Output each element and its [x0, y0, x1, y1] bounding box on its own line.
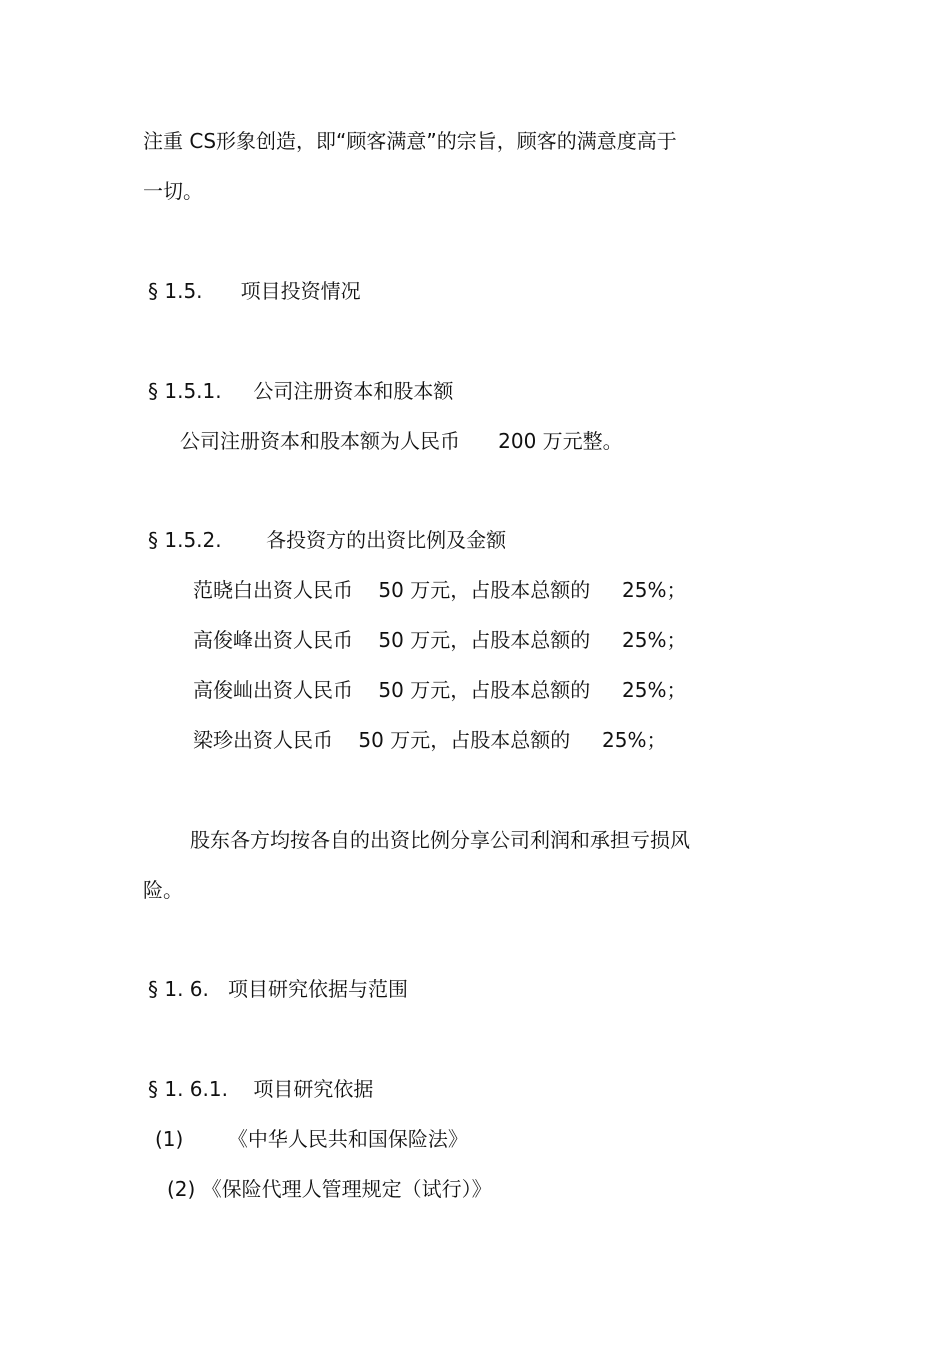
paragraph-cs-line-2: 一切。	[143, 179, 203, 203]
paragraph-registered-capital: 公司注册资本和股本额为人民币 200 万元整。	[180, 429, 623, 453]
basis-item-2: (2) 《保险代理人管理规定（试行）》	[167, 1177, 492, 1201]
heading-1-6-1: § 1. 6.1. 项目研究依据	[148, 1077, 374, 1101]
heading-1-5: § 1.5. 项目投资情况	[148, 279, 361, 303]
investor-line: 高俊屾出资人民币 50 万元，占股本总额的 25%；	[193, 678, 687, 702]
investor-line: 高俊峰出资人民币 50 万元，占股本总额的 25%；	[193, 628, 687, 652]
paragraph-cs-line-1: 注重 CS形象创造，即“顾客满意”的宗旨，顾客的满意度高于	[143, 129, 677, 153]
paragraph-profit-sharing-line-1: 股东各方均按各自的出资比例分享公司利润和承担亏损风	[190, 828, 690, 852]
heading-1-5-2: § 1.5.2. 各投资方的出资比例及金额	[148, 528, 507, 552]
investor-line: 范晓白出资人民币 50 万元，占股本总额的 25%；	[193, 578, 687, 602]
heading-1-6: § 1. 6. 项目研究依据与范围	[148, 977, 408, 1001]
basis-item-1: (1) 《中华人民共和国保险法》	[155, 1127, 468, 1151]
paragraph-profit-sharing-line-2: 险。	[143, 878, 183, 902]
investor-line: 梁珍出资人民币 50 万元，占股本总额的 25%；	[193, 728, 667, 752]
heading-1-5-1: § 1.5.1. 公司注册资本和股本额	[148, 379, 454, 403]
